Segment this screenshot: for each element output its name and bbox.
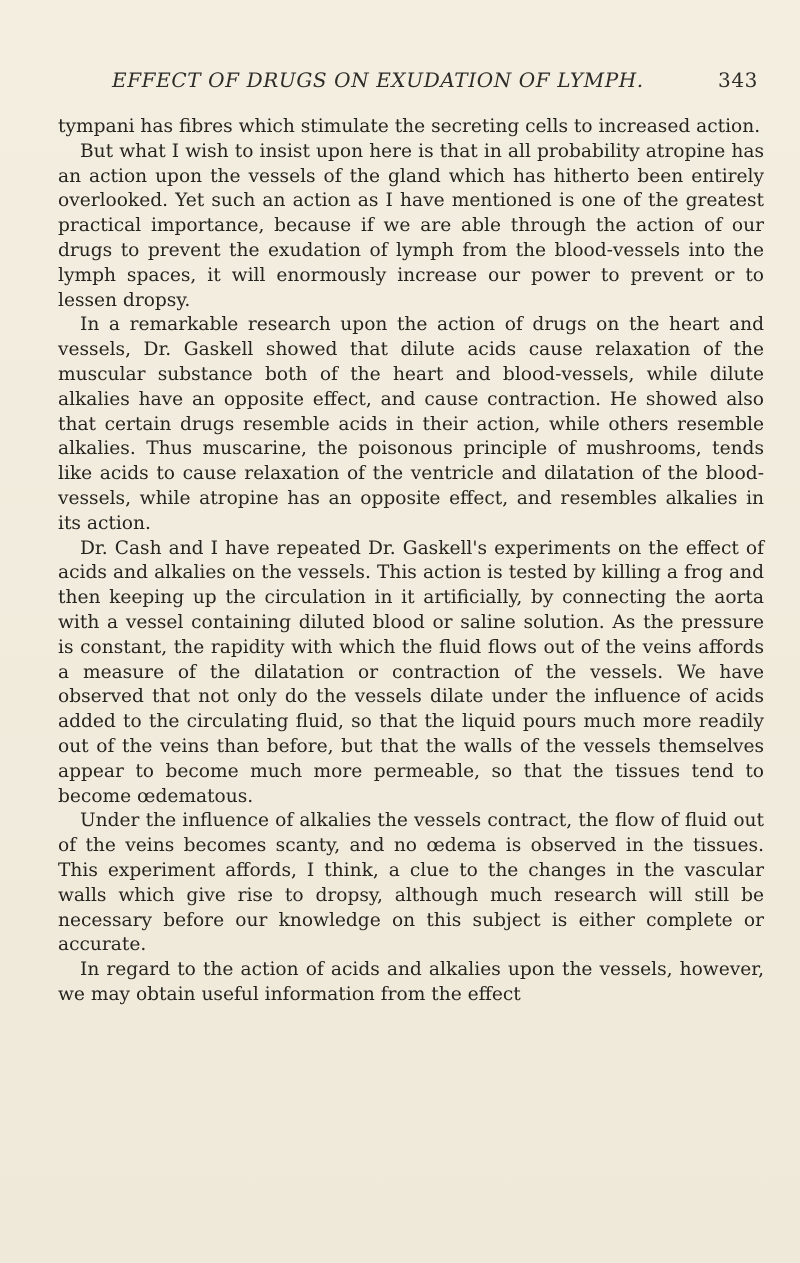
body-text bbox=[58, 115, 764, 1008]
page-number: 343 bbox=[718, 68, 758, 92]
paragraph-gaskell-research: In a remarkable research upon the action of drugs on the heart and vessels, Dr. Gaskell showed that dilute acids cause relaxation of the muscular substance both of the heart and blood-vessels, while dilute alkalies have an opposite effect, and cause contraction. He showed also that certain drugs resemble acids in their action, while others resemble alkalies. Thus muscarine, the poisonous principle of mushrooms, tends like acids to cause relaxation of the ventricle and dilatation of the blood-vessels, while atropine has an opposite effect, and resembles alkalies in its action. bbox=[58, 314, 764, 534]
running-header bbox=[112, 68, 760, 98]
paragraph-alkalies: Under the influence of alkalies the vessels contract, the flow of fluid out of the veins becomes scanty, and no œdema is observed in the tissues. This experiment affords, I think, a clue to the changes in the vascular walls which give rise to dropsy, although much research will still be necessary before our knowledge on this subject is either complete or accurate. bbox=[58, 810, 764, 956]
paragraph-acids-alkalies: In regard to the action of acids and alkalies upon the vessels, however, we may obtain useful information from the effect bbox=[58, 959, 764, 1005]
paragraph-cash-experiments: Dr. Cash and I have repeated Dr. Gaskell's experiments on the effect of acids and alkalies on the vessels. This action is tested by killing a frog and then keeping up the circulation in it artificially, by connecting the aorta with a vessel containing diluted blood or saline solution. As the pressure is constant, the rapidity with which the fluid flows out of the veins affords a measure of the dilatation or contraction of the vessels. We have observed that not only do the vessels dilate under the influence of acids added to the circulating fluid, so that the liquid pours much more readily out of the veins than before, but that the walls of the vessels themselves appear to become much more permeable, so that the tissues tend to become œdematous. bbox=[58, 537, 764, 807]
paragraph-atropine: But what I wish to insist upon here is that in all probability atropine has an action upon the vessels of the gland which has hitherto been entirely overlooked. Yet such an action as I have mentioned is one of the greatest practical importance, because if we are able through the action of our drugs to prevent the exudation of lymph from the blood-vessels into the lymph spaces, it will enormously increase our power to prevent or to lessen dropsy. bbox=[58, 140, 764, 311]
running-header-title: EFFECT OF DRUGS ON EXUDATION OF LYMPH. bbox=[112, 68, 644, 92]
paragraph-continued: tympani has fibres which stimulate the secreting cells to increased action. bbox=[58, 116, 761, 137]
